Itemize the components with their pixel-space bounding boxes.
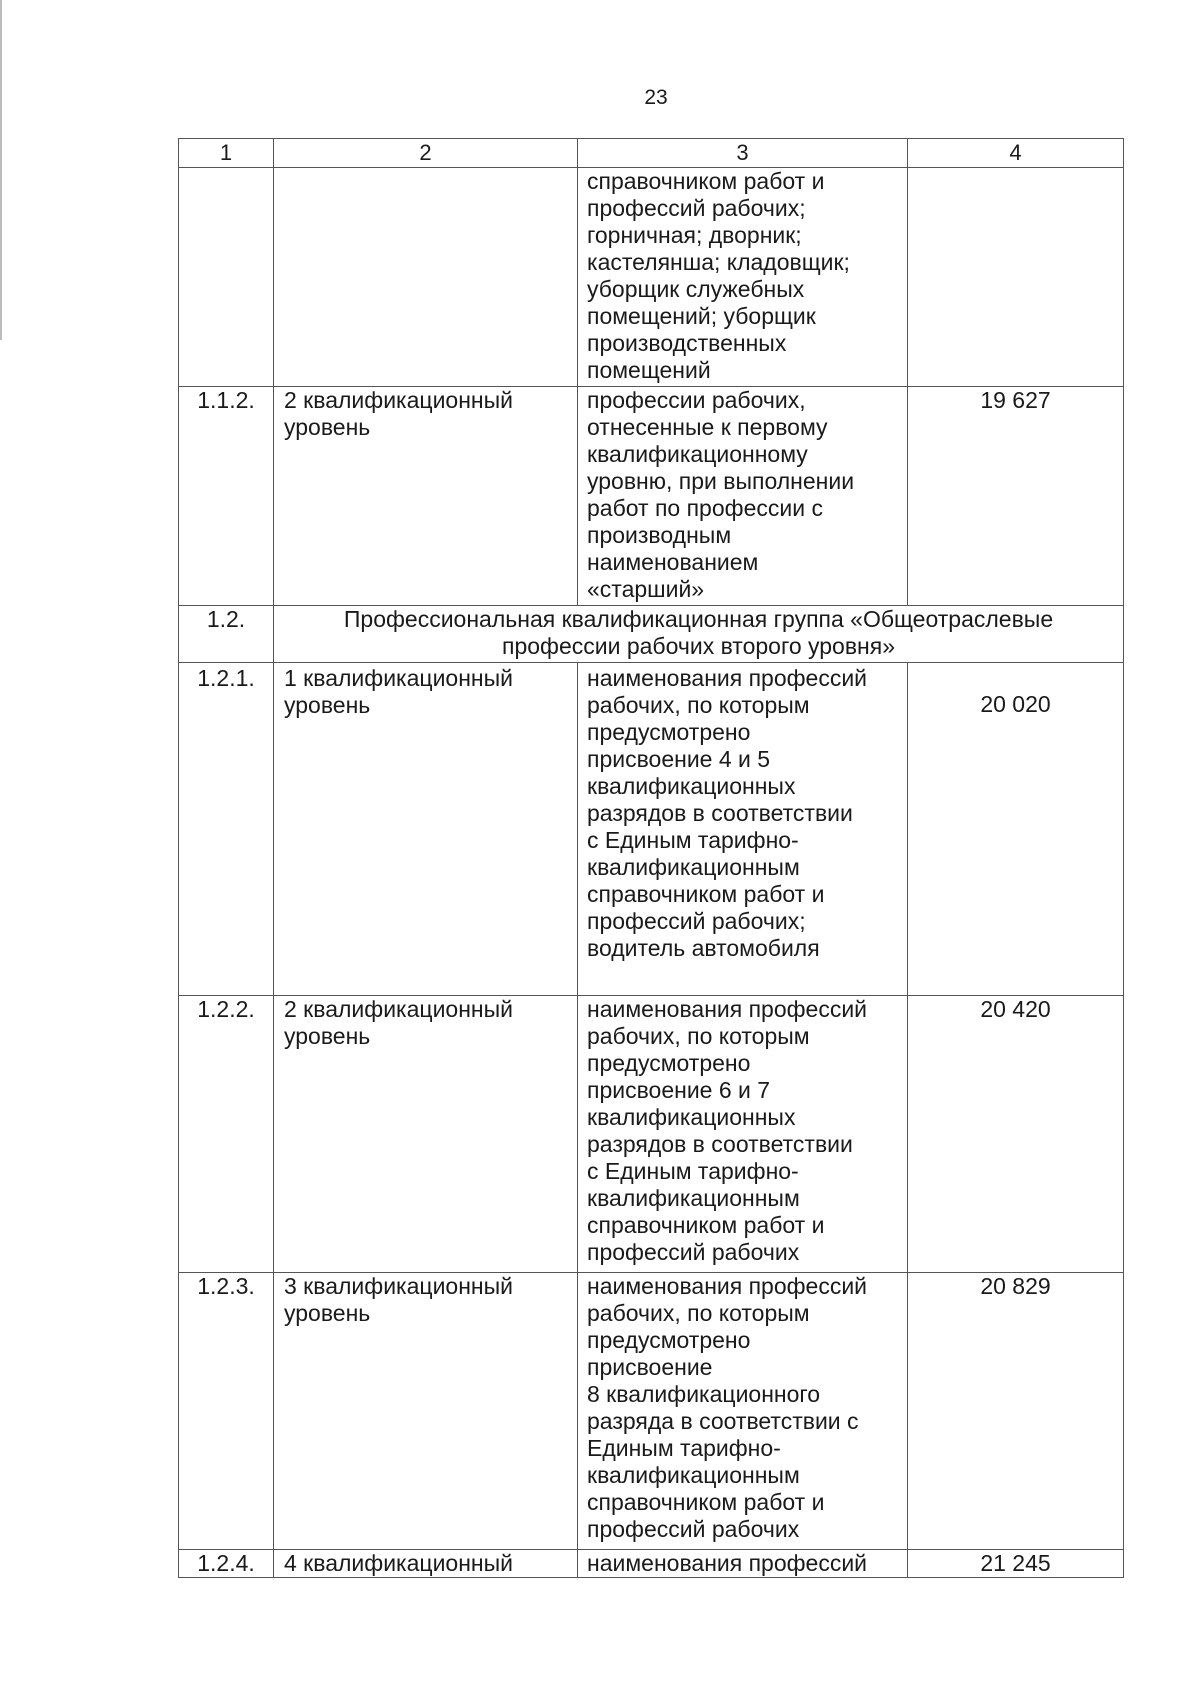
salary-amount: 21 245 — [908, 1550, 1124, 1578]
column-header: 3 — [578, 139, 908, 168]
table-row — [179, 1550, 1124, 1578]
salary-table — [178, 138, 1124, 1578]
group-title: Профессиональная квалификационная группа «Общеотраслевые профессии рабочих второго уровня» — [274, 606, 1124, 663]
row-number: 1.2. — [179, 606, 274, 663]
salary-amount: 20 829 — [908, 1273, 1124, 1550]
profession-description: профессии рабочих, отнесенные к первому квалификационному уровню, при выполнении работ по профессии с производным наименованием «старший» — [587, 387, 855, 602]
qualification-level: 2 квалификационный уровень — [274, 996, 578, 1273]
salary-amount: 20 420 — [908, 996, 1124, 1273]
salary-amount: 20 020 — [908, 663, 1124, 996]
profession-description: наименования профессий рабочих, по которым предусмотрено присвоение 4 и 5 квалификационных разрядов в соответствии с Единым тарифно- квалификационным справочником работ и профессий рабочих; водитель автомобиля — [587, 665, 868, 961]
profession-description: наименования профессий рабочих, по которым предусмотрено присвоение 6 и 7 квалификационных разрядов в соответствии с Единым тарифно- квалификационным справочником работ и профессий рабочих — [587, 996, 868, 1265]
row-number: 1.2.4. — [179, 1550, 274, 1578]
column-header: 1 — [179, 139, 274, 168]
profession-description: наименования профессий рабочих, по которым предусмотрено присвоение 8 квалификационного разряда в соответствии с Единым тарифно- квалификационным справочником работ и профессий рабочих — [587, 1273, 868, 1542]
table-row — [179, 387, 1124, 606]
column-header: 4 — [908, 139, 1124, 168]
qualification-level: 1 квалификационный уровень — [274, 663, 578, 996]
qualification-level: 4 квалификационный — [274, 1550, 578, 1578]
scan-edge — [0, 0, 2, 340]
table-row — [179, 663, 1124, 996]
salary-amount: 19 627 — [908, 387, 1124, 606]
row-number: 1.1.2. — [179, 387, 274, 606]
row-number: 1.2.1. — [179, 663, 274, 996]
group-row — [179, 606, 1124, 663]
table-row — [179, 996, 1124, 1273]
row-number: 1.2.3. — [179, 1273, 274, 1550]
table-row-continuation — [179, 168, 1124, 387]
row-number: 1.2.2. — [179, 996, 274, 1273]
qualification-level: 2 квалификационный уровень — [274, 387, 578, 606]
column-header: 2 — [274, 139, 578, 168]
profession-description: справочником работ и профессий рабочих; горничная; дворник; кастелянша; кладовщик; уборщик служебных помещений; уборщик производственных помещений — [587, 168, 850, 383]
qualification-level: 3 квалификационный уровень — [274, 1273, 578, 1550]
profession-description: наименования профессий — [587, 1550, 868, 1576]
table-header-row — [179, 139, 1124, 168]
page-number: 23 — [644, 86, 668, 109]
table-row — [179, 1273, 1124, 1550]
